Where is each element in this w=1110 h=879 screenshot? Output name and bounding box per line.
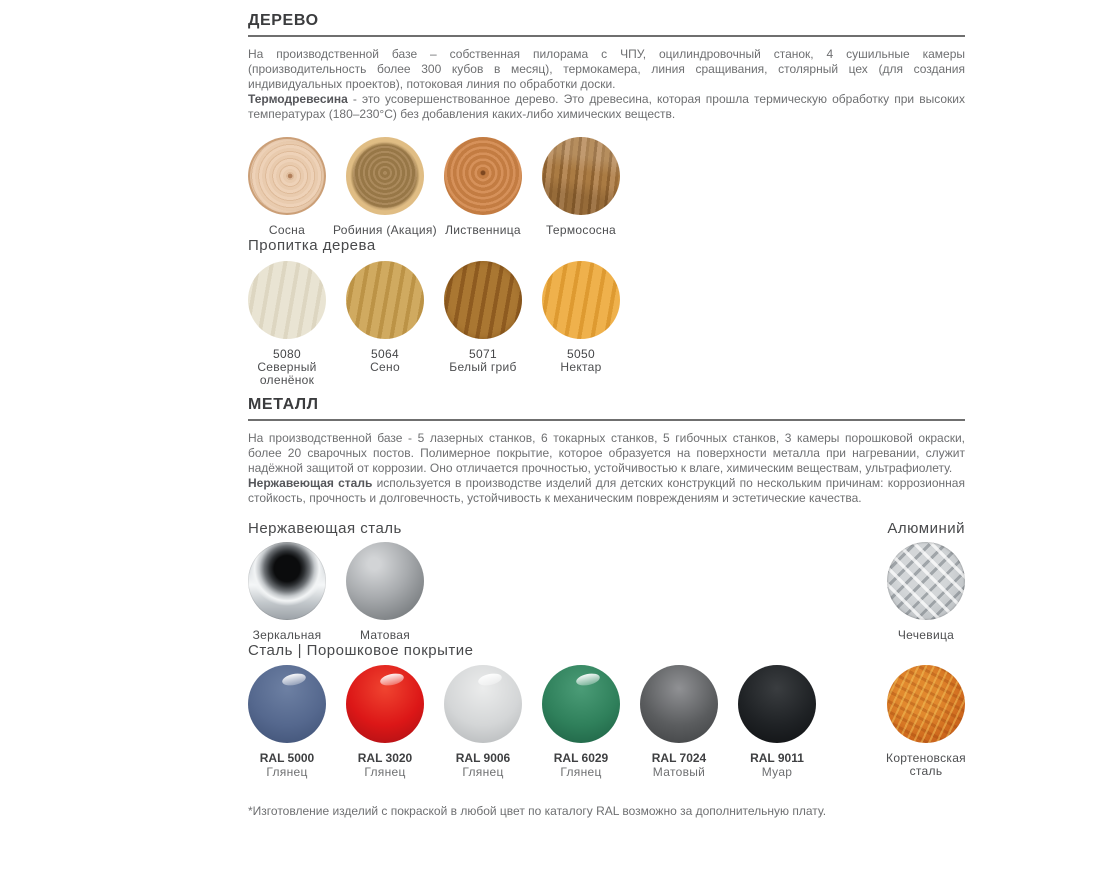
impregnation-5064-circle — [346, 261, 424, 339]
ral-footnote: *Изготовление изделий с покраской в любой цвет по каталогу RAL возможно за дополнительную плату. — [248, 804, 827, 818]
aluminum-title: Алюминий — [887, 520, 965, 537]
impregnation-5071-code: 5071 — [469, 347, 497, 361]
swatch-5080 — [238, 261, 336, 387]
ral-9006-finish: Глянец — [462, 765, 504, 779]
ral-5000-circle — [248, 665, 326, 743]
impregnation-5050-circle — [542, 261, 620, 339]
mirror-steel-label: Зеркальная — [252, 628, 322, 642]
stainless-title: Нержавеющая сталь — [248, 520, 402, 537]
wood-species-row — [238, 137, 965, 237]
wood-section — [248, 12, 965, 387]
impregnation-title: Пропитка дерева — [248, 237, 376, 254]
ral-6029-circle — [542, 665, 620, 743]
swatch-5064 — [336, 261, 434, 387]
ral-3020-circle — [346, 665, 424, 743]
metal-intro-paragraph: На производственной базе - 5 лазерных станков, 6 токарных станков, 5 гибочных станков, 3 камеры порошковой окраски, более 20 сварочных постов. Полимерное покрытие, которое образуется на поверхности металла при нагревании, служит надёжной защитой от коррозии. Оно отличается прочностью, устойчивостью к влаге, химическим веществам, ультрафиолету. — [248, 431, 965, 475]
impregnation-5071-circle — [444, 261, 522, 339]
swatch-ral-9011 — [728, 665, 826, 779]
ral-5000-code: RAL 5000 — [259, 751, 315, 765]
swatch-corten — [877, 665, 975, 779]
swatch-5050 — [532, 261, 630, 387]
mirror-steel-circle — [248, 542, 326, 620]
corten-steel-label: Кортеновская сталь — [886, 751, 966, 778]
corten-steel-circle — [887, 665, 965, 743]
ral-6029-finish: Глянец — [560, 765, 602, 779]
thermopine-swatch-label: Термососна — [545, 223, 617, 237]
swatch-ral-5000 — [238, 665, 336, 779]
impregnation-5064-code: 5064 — [371, 347, 399, 361]
swatch-5071 — [434, 261, 532, 387]
impregnation-5080-name: Северный оленёнок — [257, 360, 317, 387]
stainless-paragraph — [248, 476, 965, 506]
ral-6029-code: RAL 6029 — [553, 751, 609, 765]
larch-swatch-label: Лиственница — [445, 223, 521, 237]
pine-swatch-circle — [248, 137, 326, 215]
swatch-mirror — [238, 542, 336, 642]
swatch-larch — [434, 137, 532, 237]
swatch-ral-6029 — [532, 665, 630, 779]
thermopine-swatch-circle — [542, 137, 620, 215]
ral-3020-finish: Глянец — [364, 765, 406, 779]
ral-9006-circle — [444, 665, 522, 743]
swatch-ral-7024 — [630, 665, 728, 779]
ral-5000-finish: Глянец — [266, 765, 308, 779]
metal-section-title: МЕТАЛЛ — [248, 396, 965, 421]
aluminum-lentil-circle — [887, 542, 965, 620]
swatch-matte — [336, 542, 434, 642]
swatch-ral-3020 — [336, 665, 434, 779]
ral-9011-finish: Муар — [761, 765, 793, 779]
powder-row — [238, 665, 965, 779]
ral-3020-code: RAL 3020 — [357, 751, 413, 765]
impregnation-5080-code: 5080 — [273, 347, 301, 361]
powder-title: Сталь | Порошковое покрытие — [248, 642, 474, 659]
impregnation-5080-circle — [248, 261, 326, 339]
stainless-row — [238, 542, 965, 642]
swatch-lentil — [877, 542, 975, 642]
stainless-aluminum-heading-row — [248, 520, 965, 537]
ral-9011-circle — [738, 665, 816, 743]
thermo-text: - это усовершенствованное дерево. Это древесина, которая прошла термическую обработку при высоких температурах (180–230°С) без добавления каких-либо химических веществ. — [248, 92, 965, 121]
robinia-swatch-label: Робиния (Акация) — [333, 223, 437, 237]
ral-7024-code: RAL 7024 — [651, 751, 707, 765]
ral-9011-code: RAL 9011 — [750, 751, 804, 765]
pine-swatch-label: Сосна — [268, 223, 306, 237]
larch-swatch-circle — [444, 137, 522, 215]
wood-section-title: ДЕРЕВО — [248, 12, 965, 37]
swatch-thermopine — [532, 137, 630, 237]
ral-7024-circle — [640, 665, 718, 743]
swatch-robinia — [333, 137, 437, 237]
impregnation-5071-name: Белый гриб — [449, 360, 517, 374]
thermo-term: Термодревесина — [248, 92, 348, 106]
aluminum-lentil-label: Чечевица — [897, 628, 955, 642]
matte-steel-label: Матовая — [359, 628, 411, 642]
robinia-swatch-circle — [346, 137, 424, 215]
swatch-ral-9006 — [434, 665, 532, 779]
ral-9006-code: RAL 9006 — [455, 751, 511, 765]
metal-section — [248, 396, 965, 779]
wood-thermo-paragraph — [248, 92, 965, 122]
ral-7024-finish: Матовый — [652, 765, 706, 779]
matte-steel-circle — [346, 542, 424, 620]
impregnation-5050-name: Нектар — [560, 360, 602, 374]
stainless-text: используется в производстве изделий для детских конструкций по нескольким причинам: коррозионная стойкость, прочность и долговечность, устойчивость к механическим повреждениям и эстетические качества. — [248, 476, 965, 505]
wood-intro-paragraph: На производственной базе – собственная пилорама с ЧПУ, оцилиндровочный станок, 4 сушильные камеры (производительность более 300 кубов в месяц), термокамера, линия сращивания, столярный цех (для создания индивидуальных проектов), потоковая линия по обработки доски. — [248, 47, 965, 91]
impregnation-row — [238, 261, 965, 387]
swatch-pine — [238, 137, 336, 237]
stainless-term: Нержавеющая сталь — [248, 476, 373, 490]
impregnation-5050-code: 5050 — [567, 347, 595, 361]
impregnation-5064-name: Сено — [370, 360, 400, 374]
